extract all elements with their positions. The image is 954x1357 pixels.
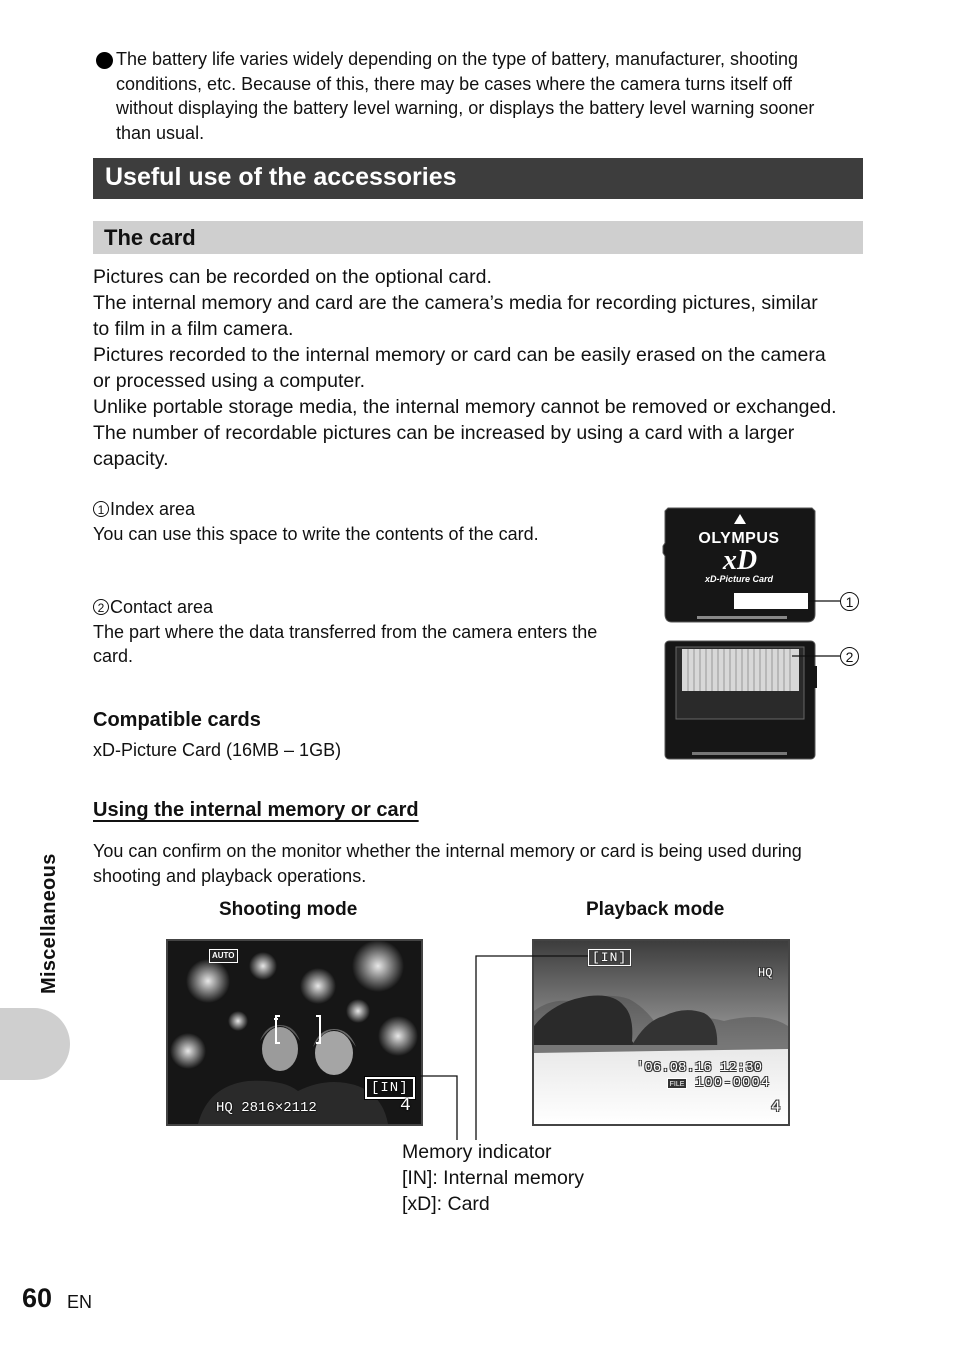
para-line: Unlike portable storage media, the internal memory cannot be removed or exchanged. <box>93 396 837 418</box>
memory-indicator-legend <box>402 1139 584 1217</box>
resolution-label: 2816×2112 <box>241 1100 317 1116</box>
memory-heading: Using the internal memory or card <box>93 799 419 821</box>
index-area-desc: You can use this space to write the contents of the card. <box>93 523 539 544</box>
note-line: without displaying the battery level warning, or displays the battery level warning sooner <box>116 98 815 118</box>
battery-note <box>116 47 866 145</box>
para-line: to film in a film camera. <box>93 318 294 340</box>
indicator-connector-lines <box>420 950 600 1140</box>
note-line: The battery life varies widely depending on the type of battery, manufacturer, shooting <box>116 49 799 69</box>
contact-area-desc: The part where the data transferred from the camera enters the <box>93 621 598 642</box>
para-line: Pictures recorded to the internal memory or card can be easily erased on the camera <box>93 344 826 366</box>
legend-line: Memory indicator <box>402 1141 552 1163</box>
compatible-text: xD-Picture Card (16MB – 1GB) <box>93 740 342 760</box>
callout-1 <box>840 592 860 613</box>
section-heading <box>93 158 863 199</box>
frame-number: 4 <box>771 1098 781 1116</box>
xd-logo-subtitle: xD-Picture Card <box>704 574 774 584</box>
para-line: or processed using a computer. <box>93 370 366 392</box>
olympus-logo: OLYMPUS <box>698 530 780 547</box>
bullet-icon <box>96 52 113 69</box>
memory-indicator-shooting: [IN] <box>365 1077 415 1099</box>
section-title: Useful use of the accessories <box>105 163 457 191</box>
xd-logo: xD <box>722 545 758 576</box>
legend-line: [xD]: Card <box>402 1193 490 1215</box>
xd-card-figure <box>662 506 864 761</box>
note-line: conditions, etc. Because of this, there may be cases where the camera turns itself off <box>116 73 793 94</box>
quality-label: HQ <box>216 1100 233 1116</box>
callout-number: 2 <box>93 599 109 615</box>
auto-mode-icon: AUTO <box>209 949 238 963</box>
contact-area-desc: card. <box>93 646 134 666</box>
callout-2 <box>840 647 860 668</box>
index-area-block <box>93 497 653 546</box>
compatible-heading: Compatible cards <box>93 709 261 731</box>
date-time: '06.08.16 12:30 <box>636 1060 763 1076</box>
memory-desc-line: shooting and playback operations. <box>93 865 367 886</box>
note-line: than usual. <box>116 122 205 143</box>
shooting-info <box>216 1100 317 1116</box>
page-number: 60 <box>22 1283 53 1313</box>
contact-area-title: Contact area <box>110 597 214 617</box>
callout-number: 1 <box>93 501 109 517</box>
para-line: capacity. <box>93 448 169 470</box>
shooting-mode-screen <box>166 939 423 1126</box>
callout-number: 1 <box>840 592 859 611</box>
shooting-mode-label: Shooting mode <box>219 899 358 920</box>
para-line: The internal memory and card are the camera’s media for recording pictures, similar <box>93 292 818 314</box>
memory-desc-line: You can confirm on the monitor whether the internal memory or card is being used during <box>93 841 802 861</box>
callout-number: 2 <box>840 647 859 666</box>
side-tab-text: Miscellaneous <box>38 853 60 994</box>
file-number: 100-0004 <box>695 1075 771 1091</box>
file-icon: FILE <box>667 1078 687 1089</box>
subsection-title: The card <box>104 225 196 250</box>
contact-area-block <box>93 595 653 669</box>
remaining-shots: 4 <box>400 1096 411 1116</box>
para-line: Pictures can be recorded on the optional card. <box>93 266 492 288</box>
quality-label: HQ <box>758 966 773 980</box>
subsection-heading <box>93 221 863 254</box>
memory-indicator-playback: [IN] <box>588 949 631 966</box>
memory-description <box>93 839 868 888</box>
card-description <box>93 264 868 472</box>
para-line: The number of recordable pictures can be increased by using a card with a larger <box>93 422 795 444</box>
side-tab-marker <box>0 1008 70 1080</box>
index-area-title: Index area <box>110 499 196 519</box>
legend-line: [IN]: Internal memory <box>402 1167 585 1189</box>
playback-mode-label: Playback mode <box>586 899 725 920</box>
page-language: EN <box>67 1292 93 1312</box>
